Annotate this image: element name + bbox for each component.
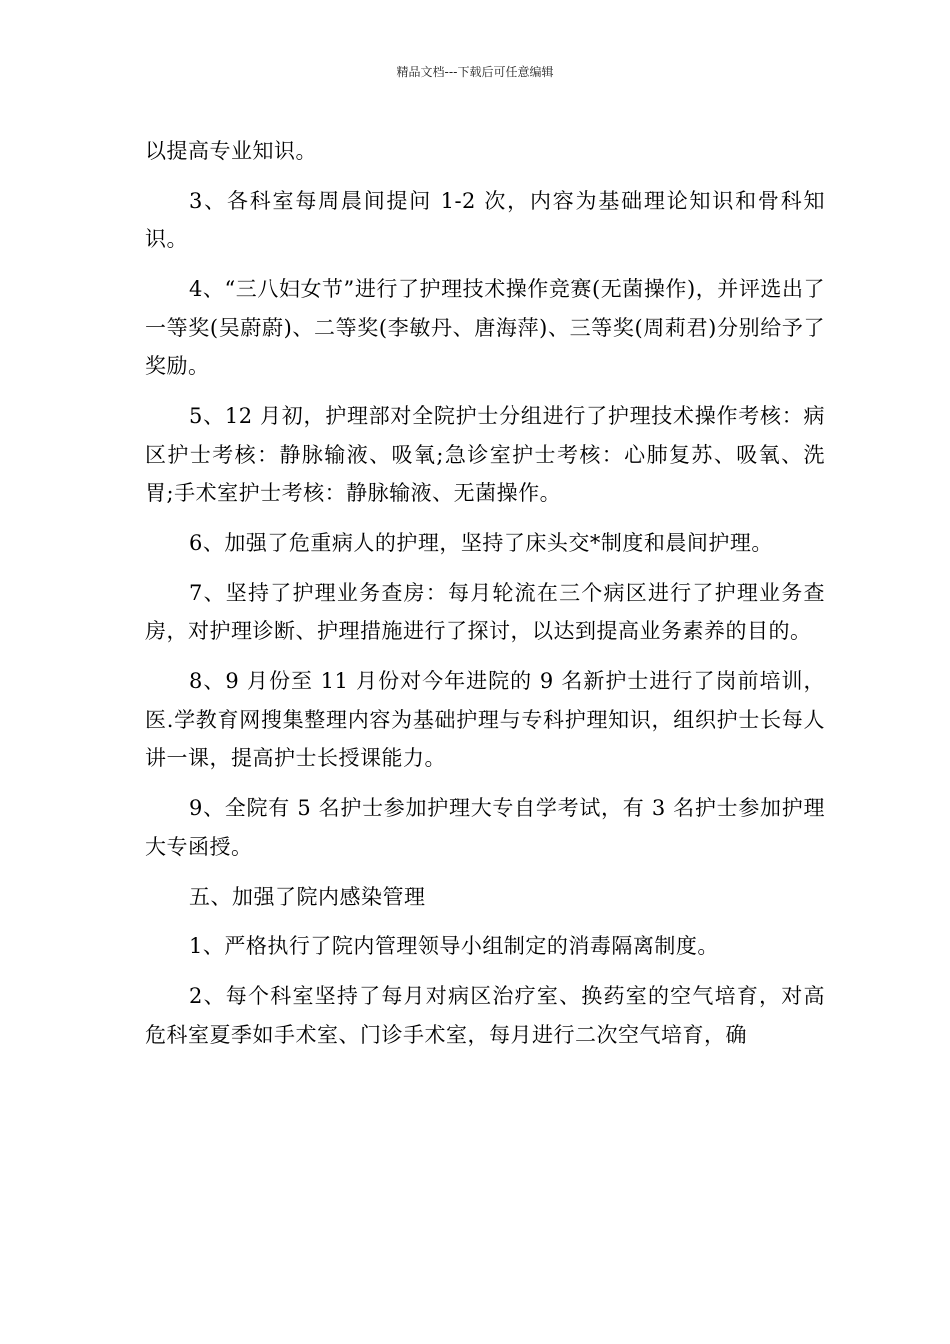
paragraph-item-7: 7、坚持了护理业务查房：每月轮流在三个病区进行了护理业务查房，对护理诊断、护理措施进行了探讨，以达到提高业务素养的目的。	[145, 580, 825, 644]
paragraph-item-3: 3、各科室每周晨间提问 1-2 次，内容为基础理论知识和骨科知识。	[145, 188, 825, 252]
paragraph-section5-item-2: 2、每个科室坚持了每月对病区治疗室、换药室的空气培育，对高危科室夏季如手术室、门诊手术室，每月进行二次空气培育，确	[145, 984, 825, 1047]
paragraph-item-4: 4、“三八妇女节”进行了护理技术操作竞赛(无菌操作)，并评选出了一等奖(吴蔚蔚)、二等奖(李敏丹、唐海萍)、三等奖(周莉君)分别给予了奖励。	[145, 277, 825, 379]
paragraph-item-5: 5、12 月初，护理部对全院护士分组进行了护理技术操作考核：病区护士考核：静脉输液、吸氧;急诊室护士考核：心肺复苏、吸氧、洗胃;手术室护士考核：静脉输液、无菌操作。	[145, 404, 825, 506]
paragraph-item-9: 9、全院有 5 名护士参加护理大专自学考试，有 3 名护士参加护理大专函授。	[145, 796, 825, 859]
paragraph-section5-item-1: 1、严格执行了院内管理领导小组制定的消毒隔离制度。	[189, 934, 719, 959]
paragraph-item-8: 8、9 月份至 11 月份对今年进院的 9 名新护士进行了岗前培训，医.学教育网搜集整理内容为基础护理与专科护理知识，组织护士长每人讲一课，提高护士长授课能力。	[145, 669, 825, 771]
paragraph-continuation: 以提高专业知识。	[145, 139, 317, 163]
paragraph-item-6: 6、加强了危重病人的护理，坚持了床头交*制度和晨间护理。	[189, 531, 773, 556]
page-header: 精品文档---下载后可任意编辑	[396, 65, 554, 79]
section-heading-infection-control: 五、加强了院内感染管理	[189, 884, 426, 909]
document-body	[145, 132, 825, 1066]
